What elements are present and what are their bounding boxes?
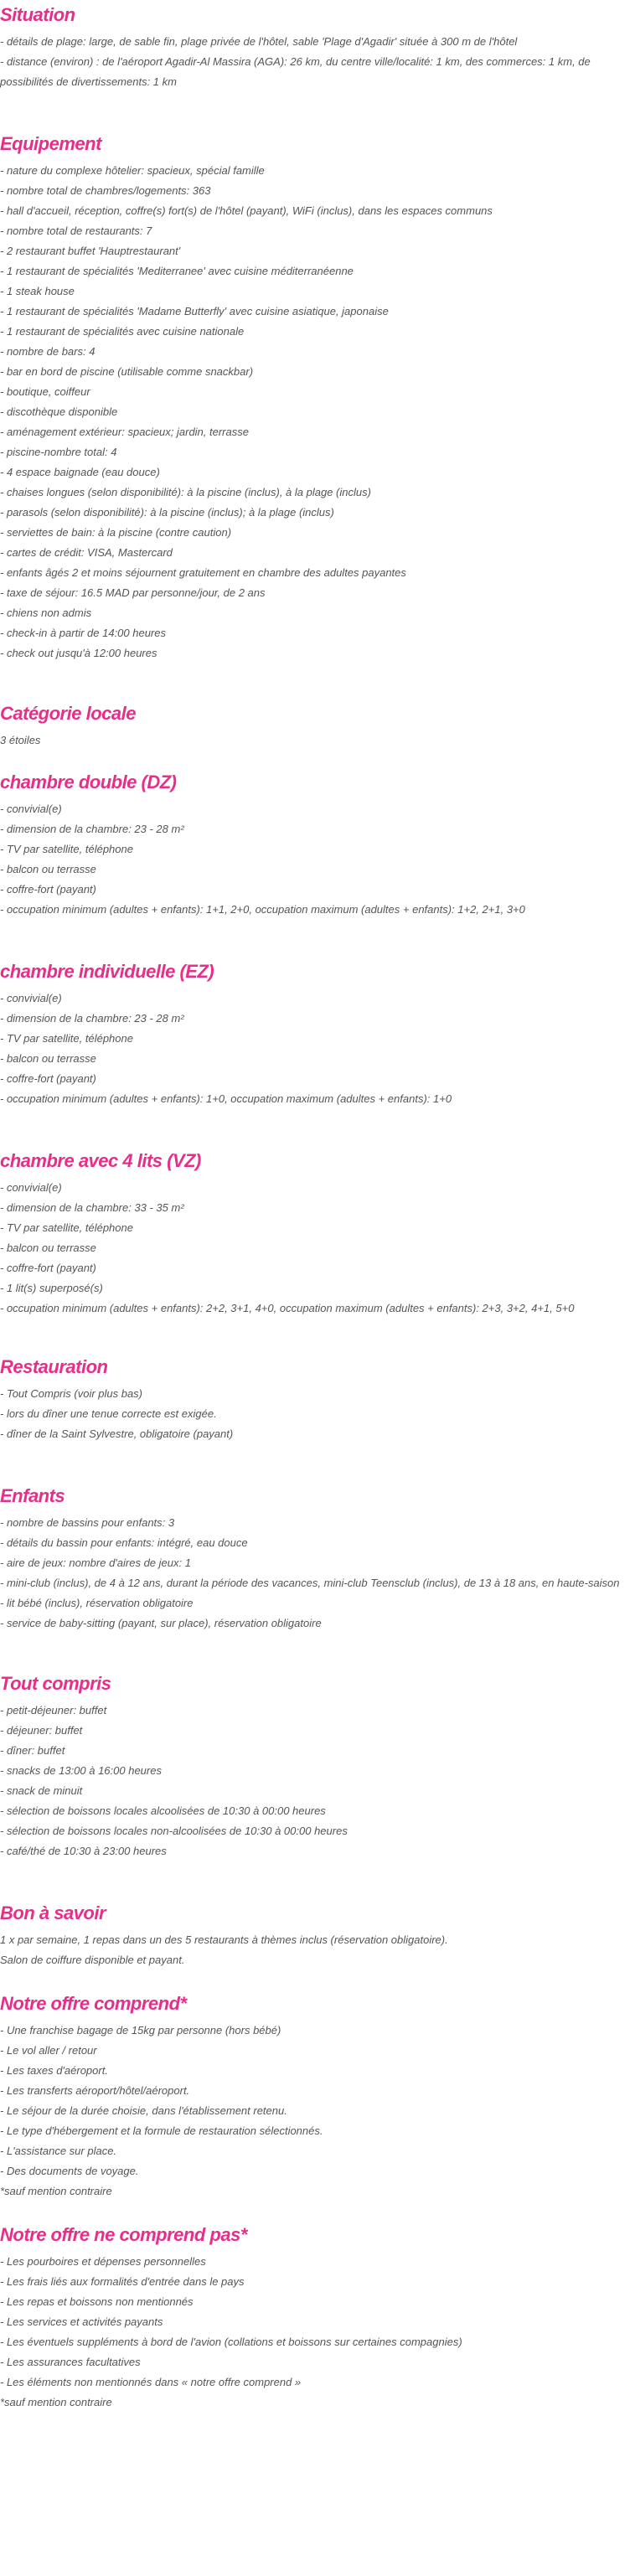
section-line: - dimension de la chambre: 23 - 28 m² (0, 1012, 184, 1025)
section-line: - mini-club (inclus), de 4 à 12 ans, durant la période des vacances, mini-club Teensclub (inclus), de 13 à 18 ans, en haute-saison (0, 1577, 620, 1589)
section-line: - aménagement extérieur: spacieux; jardin, terrasse (0, 426, 249, 438)
section-line: - service de baby-sitting (payant, sur place), réservation obligatoire (0, 1617, 322, 1629)
section-lines (0, 1513, 635, 1634)
section-line: - coffre-fort (payant) (0, 883, 96, 896)
section-heading: Restauration (0, 1356, 108, 1377)
section-line: - 2 restaurant buffet 'Hauptrestaurant' (0, 245, 181, 257)
section-line: - boutique, coiffeur (0, 385, 90, 398)
section-equipement (0, 132, 635, 702)
section-line: - check-in à partir de 14:00 heures (0, 627, 166, 639)
section-line: - TV par satellite, téléphone (0, 843, 133, 855)
section-line: - L'assistance sur place. (0, 2145, 117, 2157)
section-line: 3 étoiles (0, 734, 41, 746)
section-line: - piscine-nombre total: 4 (0, 446, 117, 458)
section-line: - chiens non admis (0, 607, 92, 619)
section-line: - snack de minuit (0, 1784, 83, 1797)
section-line: - détails du bassin pour enfants: intégré, eau douce (0, 1536, 248, 1549)
section-chambre-double-dz (0, 771, 635, 960)
section-line: - balcon ou terrasse (0, 863, 96, 875)
section-line: - Le séjour de la durée choisie, dans l'établissement retenu. (0, 2104, 287, 2117)
section-line: - occupation minimum (adultes + enfants): 1+0, occupation maximum (adultes + enfants): 1+0 (0, 1092, 452, 1105)
section-line: - Tout Compris (voir plus bas) (0, 1387, 143, 1400)
section-line: - Les assurances facultatives (0, 2356, 141, 2368)
section-line: - Les pourboires et dépenses personnelles (0, 2255, 206, 2268)
section-line: - 1 restaurant de spécialités 'Madame Butterfly' avec cuisine asiatique, japonaise (0, 305, 389, 317)
section-lines (0, 989, 635, 1109)
section-line: - sélection de boissons locales alcoolisées de 10:30 à 00:00 heures (0, 1804, 326, 1817)
section-heading: Notre offre comprend* (0, 1993, 187, 2014)
section-line: - aire de jeux: nombre d'aires de jeux: 1 (0, 1556, 191, 1569)
section-lines (0, 1178, 635, 1319)
section-line: - 1 restaurant de spécialités avec cuisine nationale (0, 325, 245, 338)
section-line: - sélection de boissons locales non-alcoolisées de 10:30 à 00:00 heures (0, 1825, 348, 1837)
section-heading: Bon à savoir (0, 1902, 106, 1923)
section-line: - balcon ou terrasse (0, 1242, 96, 1254)
section-line: - parasols (selon disponibilité): à la piscine (inclus); à la plage (inclus) (0, 506, 334, 519)
section-line: - convivial(e) (0, 992, 62, 1004)
section-lines (0, 730, 635, 751)
section-line: - nature du complexe hôtelier: spacieux, spécial famille (0, 164, 265, 177)
section-lines (0, 161, 635, 663)
section-heading: Enfants (0, 1485, 65, 1506)
section-line: Salon de coiffure disponible et payant. (0, 1954, 185, 1966)
section-line: - nombre total de restaurants: 7 (0, 225, 152, 237)
section-line: - lors du dîner une tenue correcte est exigée. (0, 1407, 217, 1420)
section-line: - hall d'accueil, réception, coffre(s) fort(s) de l'hôtel (payant), WiFi (inclus), dans les espaces communs (0, 204, 493, 217)
section-heading: Situation (0, 4, 75, 25)
section-line: - Les services et activités payants (0, 2315, 163, 2328)
section-heading: Equipement (0, 133, 101, 154)
section-line: - coffre-fort (payant) (0, 1262, 96, 1274)
section-line: - nombre de bars: 4 (0, 345, 96, 358)
section-notre-offre-comprend (0, 1992, 635, 2223)
section-line: - Les éventuels suppléments à bord de l'avion (collations et boissons sur certaines compagnies) (0, 2336, 462, 2348)
section-line: - Le type d'hébergement et la formule de restauration sélectionnés. (0, 2124, 323, 2137)
section-lines (0, 1930, 635, 1970)
section-situation (0, 3, 635, 132)
section-line: - snacks de 13:00 à 16:00 heures (0, 1764, 162, 1777)
section-heading: Catégorie locale (0, 703, 136, 724)
section-chambre-avec-4-lits-vz (0, 1149, 635, 1355)
section-heading: chambre individuelle (EZ) (0, 961, 214, 982)
section-line: - 1 lit(s) superposé(s) (0, 1282, 103, 1294)
section-line: - discothèque disponible (0, 405, 118, 418)
section-line: - Une franchise bagage de 15kg par personne (hors bébé) (0, 2024, 281, 2037)
section-line: - 4 espace baignade (eau douce) (0, 466, 160, 478)
section-line: - chaises longues (selon disponibilité): à la piscine (inclus), à la plage (inclus) (0, 486, 371, 498)
section-line: - taxe de séjour: 16.5 MAD par personne/jour, de 2 ans (0, 586, 266, 599)
section-heading: chambre double (DZ) (0, 772, 177, 792)
section-cat-gorie-locale (0, 702, 635, 771)
section-line: - nombre de bassins pour enfants: 3 (0, 1516, 175, 1529)
section-line: - cartes de crédit: VISA, Mastercard (0, 546, 173, 559)
section-line: - TV par satellite, téléphone (0, 1221, 133, 1234)
section-lines (0, 799, 635, 920)
section-line: - enfants âgés 2 et moins séjournent gratuitement en chambre des adultes payantes (0, 566, 406, 579)
section-line: - convivial(e) (0, 803, 62, 815)
section-line: - distance (environ) : de l'aéroport Agadir-Al Massira (AGA): 26 km, du centre ville/localité: 1 km, des commerces: 1 km, de possibilités de divertissements: 1 km (0, 55, 591, 88)
section-line: - lit bébé (inclus), réservation obligatoire (0, 1597, 194, 1609)
section-line: - dimension de la chambre: 33 - 35 m² (0, 1201, 184, 1214)
section-line: - Les transferts aéroport/hôtel/aéroport. (0, 2084, 190, 2097)
section-line: - détails de plage: large, de sable fin, plage privée de l'hôtel, sable 'Plage d'Agadir' située à 300 m de l'hôtel (0, 35, 518, 48)
section-line: - check out jusqu'à 12:00 heures (0, 647, 157, 659)
section-lines (0, 1384, 635, 1444)
section-line: *sauf mention contraire (0, 2185, 112, 2197)
section-line: - Les taxes d'aéroport. (0, 2064, 108, 2077)
section-line: *sauf mention contraire (0, 2396, 112, 2408)
section-line: - balcon ou terrasse (0, 1052, 96, 1065)
section-line: - Le vol aller / retour (0, 2044, 97, 2057)
section-line: - convivial(e) (0, 1181, 62, 1194)
section-line: - Les repas et boissons non mentionnés (0, 2295, 194, 2308)
section-line: - dîner de la Saint Sylvestre, obligatoire (payant) (0, 1427, 234, 1440)
section-line: - Les frais liés aux formalités d'entrée dans le pays (0, 2275, 245, 2288)
section-tout-compris (0, 1672, 635, 1902)
section-line: - dîner: buffet (0, 1744, 65, 1757)
section-line: - Des documents de voyage. (0, 2165, 139, 2177)
section-line: - 1 steak house (0, 285, 75, 297)
section-line: - petit-déjeuner: buffet (0, 1704, 107, 1716)
section-line: - 1 restaurant de spécialités 'Mediterranee' avec cuisine méditerranéenne (0, 265, 354, 277)
section-line: - TV par satellite, téléphone (0, 1032, 133, 1045)
section-enfants (0, 1484, 635, 1672)
section-notre-offre-ne-comprend-pas (0, 2223, 635, 2413)
section-line: 1 x par semaine, 1 repas dans un des 5 restaurants à thèmes inclus (réservation obligatoire). (0, 1933, 448, 1946)
section-heading: chambre avec 4 lits (VZ) (0, 1150, 201, 1171)
section-restauration (0, 1355, 635, 1484)
section-line: - dimension de la chambre: 23 - 28 m² (0, 823, 184, 835)
section-line: - coffre-fort (payant) (0, 1072, 96, 1085)
section-line: - Les éléments non mentionnés dans « notre offre comprend » (0, 2376, 302, 2388)
section-line: - déjeuner: buffet (0, 1724, 83, 1737)
section-line: - nombre total de chambres/logements: 363 (0, 184, 211, 197)
section-line: - bar en bord de piscine (utilisable comme snackbar) (0, 365, 254, 378)
section-line: - occupation minimum (adultes + enfants): 2+2, 3+1, 4+0, occupation maximum (adultes + enfants): 2+3, 3+2, 4+1, 5+0 (0, 1302, 575, 1314)
section-line: - café/thé de 10:30 à 23:00 heures (0, 1845, 167, 1857)
section-heading: Tout compris (0, 1673, 111, 1694)
section-heading: Notre offre ne comprend pas* (0, 2224, 247, 2245)
section-chambre-individuelle-ez (0, 960, 635, 1149)
section-lines (0, 1701, 635, 1861)
section-lines (0, 32, 635, 92)
section-line: - occupation minimum (adultes + enfants): 1+1, 2+0, occupation maximum (adultes + enfants): 1+2, 2+1, 3+0 (0, 903, 525, 916)
section-bon-savoir (0, 1902, 635, 1992)
section-lines (0, 2021, 635, 2202)
section-line: - serviettes de bain: à la piscine (contre caution) (0, 526, 232, 539)
section-lines (0, 2252, 635, 2413)
